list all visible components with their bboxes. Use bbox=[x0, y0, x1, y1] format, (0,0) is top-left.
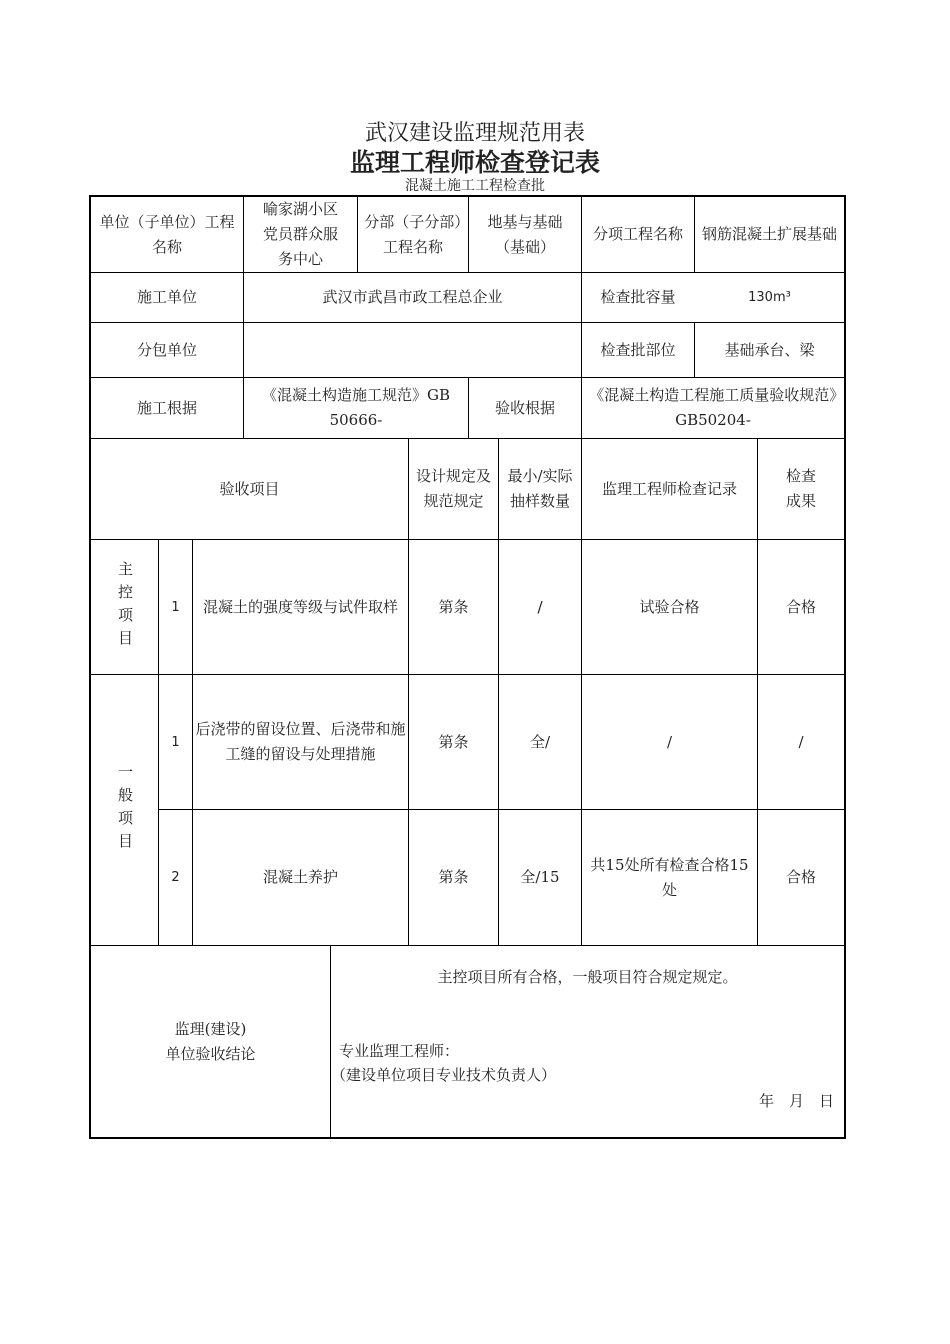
col-header-result: 检查成果 bbox=[785, 467, 816, 510]
construction-basis-label: 施工根据 bbox=[136, 398, 197, 417]
main-control-group-label: 主控项目 bbox=[116, 561, 134, 653]
form-subtitle: 混凝土施工工程检查批 bbox=[405, 178, 545, 194]
conclusion-label-line2: 单位验收结论 bbox=[165, 1044, 256, 1063]
col-header-design: 设计规定及规范规定 bbox=[415, 467, 491, 510]
main-row-1-record: 试验合格 bbox=[639, 597, 700, 616]
unit-name-value: 喻家湖小区党员群众服务中心 bbox=[262, 200, 338, 268]
general-row-2-number: 2 bbox=[171, 870, 180, 885]
unit-name-label: 单位（子单位）工程名称 bbox=[99, 212, 235, 256]
form-header-standard: 武汉建设监理规范用表 bbox=[364, 121, 585, 146]
main-row-1-sample: / bbox=[537, 597, 543, 616]
conclusion-statement: 主控项目所有合格，一般项目符合规定规定。 bbox=[437, 968, 738, 986]
owner-representative-signature: （建设单位项目专业技术负责人） bbox=[331, 1066, 557, 1084]
main-row-1-item: 混凝土的强度等级与试件取样 bbox=[202, 597, 398, 616]
constructor-value: 武汉市武昌市政工程总企业 bbox=[322, 288, 503, 306]
constructor-label: 施工单位 bbox=[136, 288, 197, 306]
batch-capacity-value: 130m³ bbox=[748, 290, 791, 305]
subcontractor-label: 分包单位 bbox=[136, 340, 197, 359]
subcontractor-value bbox=[244, 323, 581, 377]
main-row-1-result: 合格 bbox=[785, 597, 816, 616]
batch-location-value: 基础承台、梁 bbox=[724, 340, 815, 359]
sub-item-name-value: 钢筋混凝土扩展基础 bbox=[701, 225, 837, 243]
main-row-1-design: 第条 bbox=[438, 597, 469, 616]
general-group-label: 一般项目 bbox=[116, 764, 134, 856]
batch-location-label: 检查批部位 bbox=[600, 340, 676, 359]
general-row-2-result: 合格 bbox=[785, 868, 816, 886]
form-title: 监理工程师检查登记表 bbox=[349, 148, 600, 177]
general-row-2-design: 第条 bbox=[438, 868, 469, 886]
col-header-sample: 最小/实际抽样数量 bbox=[507, 467, 573, 510]
conclusion-label-line1: 监理(建设) bbox=[174, 1019, 247, 1038]
general-row-2-sample: 全/15 bbox=[520, 868, 560, 886]
general-row-1-design: 第条 bbox=[438, 732, 469, 751]
conclusion-label bbox=[91, 946, 330, 1137]
general-row-1-record: / bbox=[666, 732, 673, 751]
acceptance-basis-label: 验收根据 bbox=[494, 398, 555, 417]
main-row-1-number: 1 bbox=[171, 599, 180, 615]
conclusion-date: 年 月 日 bbox=[758, 1092, 834, 1110]
general-row-1-number: 1 bbox=[171, 734, 180, 750]
division-name-label: 分部（子分部）工程名称 bbox=[364, 212, 462, 256]
general-row-2-item: 混凝土养护 bbox=[262, 868, 338, 886]
general-row-1-item: 后浇带的留设位置、后浇带和施工缝的留设与处理措施 bbox=[195, 720, 406, 763]
batch-capacity-label: 检查批容量 bbox=[600, 288, 676, 306]
col-header-items: 验收项目 bbox=[219, 479, 280, 498]
col-header-record: 监理工程师检查记录 bbox=[601, 479, 737, 498]
division-name-value: 地基与基础（基础） bbox=[487, 212, 563, 256]
general-row-1-result: / bbox=[798, 732, 804, 751]
acceptance-basis-value: 《混凝土构造工程施工质量验收规范》GB50204- bbox=[589, 386, 837, 429]
general-row-1-sample: 全/ bbox=[529, 732, 551, 751]
supervising-engineer-signature: 专业监理工程师： bbox=[339, 1042, 460, 1060]
general-row-2-record: 共15处所有检查合格15处 bbox=[590, 855, 749, 899]
sub-item-name-label: 分项工程名称 bbox=[592, 225, 683, 243]
inspection-form-table bbox=[89, 195, 846, 1139]
construction-basis-value: 《混凝土构造施工规范》GB 50666- bbox=[261, 386, 450, 429]
